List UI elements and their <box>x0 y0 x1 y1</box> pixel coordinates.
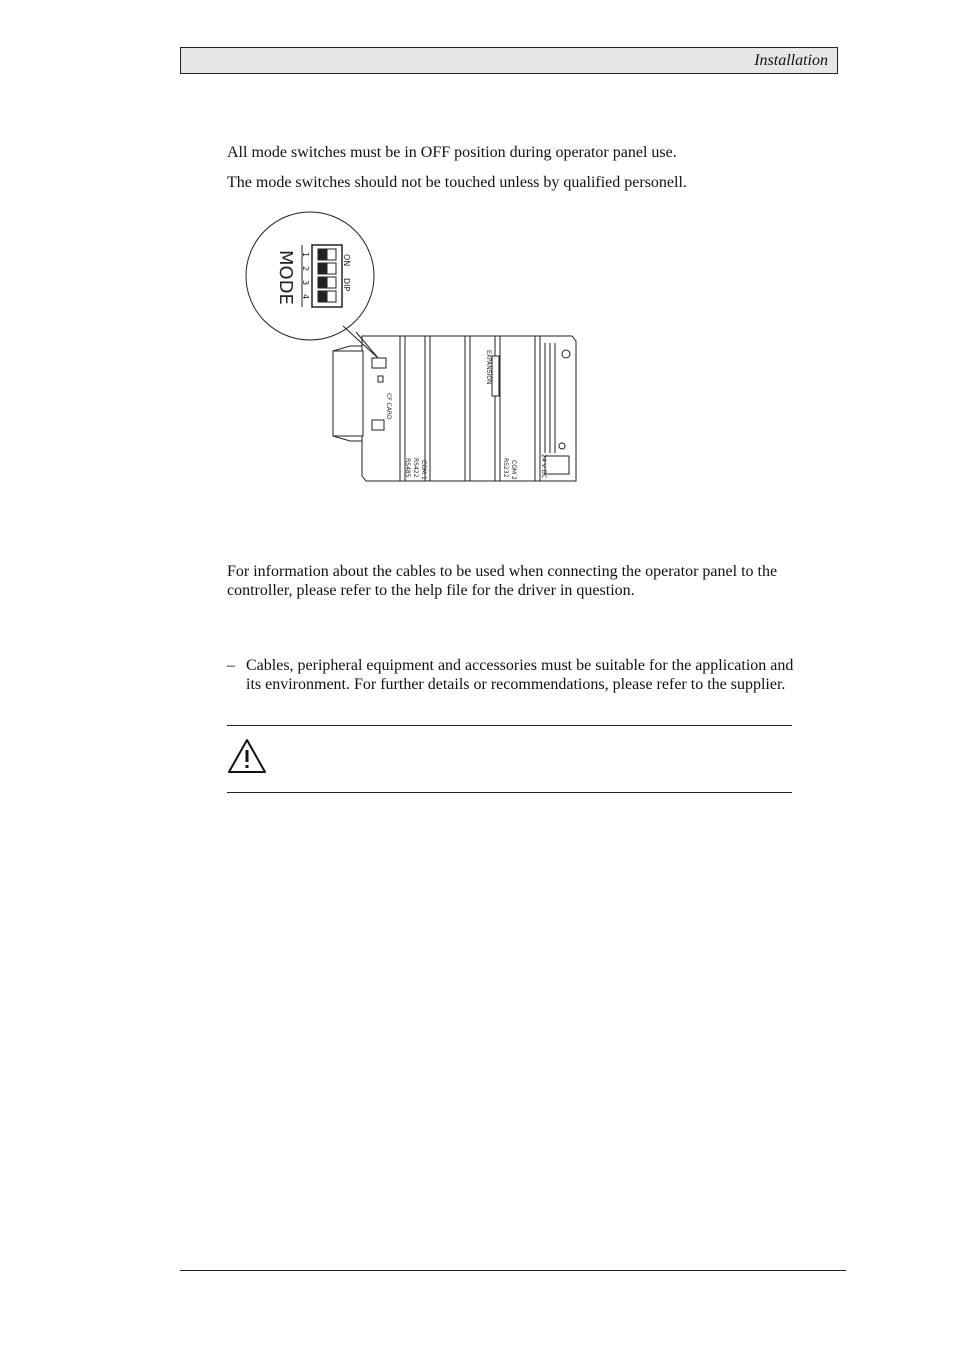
warning-top-rule <box>227 725 792 726</box>
paragraph-mode-switches-off: All mode switches must be in OFF position during operator panel use. <box>227 144 677 161</box>
on-label: ON <box>342 254 351 267</box>
bullet-text: Cables, peripheral equipment and accessories must be suitable for the application and its environment. For further details or recommendations, please refer to the supplier. <box>246 657 794 693</box>
dip-number-2: 2 <box>301 266 310 272</box>
paragraph-cables-info: For information about the cables to be used when connecting the operator panel to the controller, please refer to the help file for the driver in question. <box>227 563 778 599</box>
dip-number-4: 4 <box>301 294 310 300</box>
warning-triangle-icon <box>227 738 267 774</box>
mode-label: MODE <box>275 250 296 305</box>
com1-label: COM 1 <box>420 460 427 480</box>
device-mode-switch-figure <box>240 208 585 493</box>
cf-card-label: CF CARD <box>385 393 392 420</box>
footer-rule <box>180 1270 846 1271</box>
paragraph-qualified-personnel: The mode switches should not be touched unless by qualified personell. <box>227 174 687 191</box>
rs485-label: RS485 <box>404 458 411 478</box>
expansion-label: EXPANSION <box>485 350 492 385</box>
page-header <box>180 47 838 74</box>
bullet-marker: – <box>227 657 235 674</box>
24vdc-label: 24 V DC <box>540 454 547 479</box>
dip-number-1: 1 <box>301 252 310 258</box>
bullet-cables-suitable <box>227 656 795 694</box>
warning-bottom-rule <box>227 792 792 793</box>
rs232-label: RS232 <box>502 458 509 478</box>
com2-label: COM 2 <box>510 460 517 480</box>
header-title: Installation <box>754 52 828 69</box>
rs422-label: RS422 <box>412 458 419 478</box>
dip-label: DIP <box>342 278 351 292</box>
dip-number-3: 3 <box>301 280 310 286</box>
